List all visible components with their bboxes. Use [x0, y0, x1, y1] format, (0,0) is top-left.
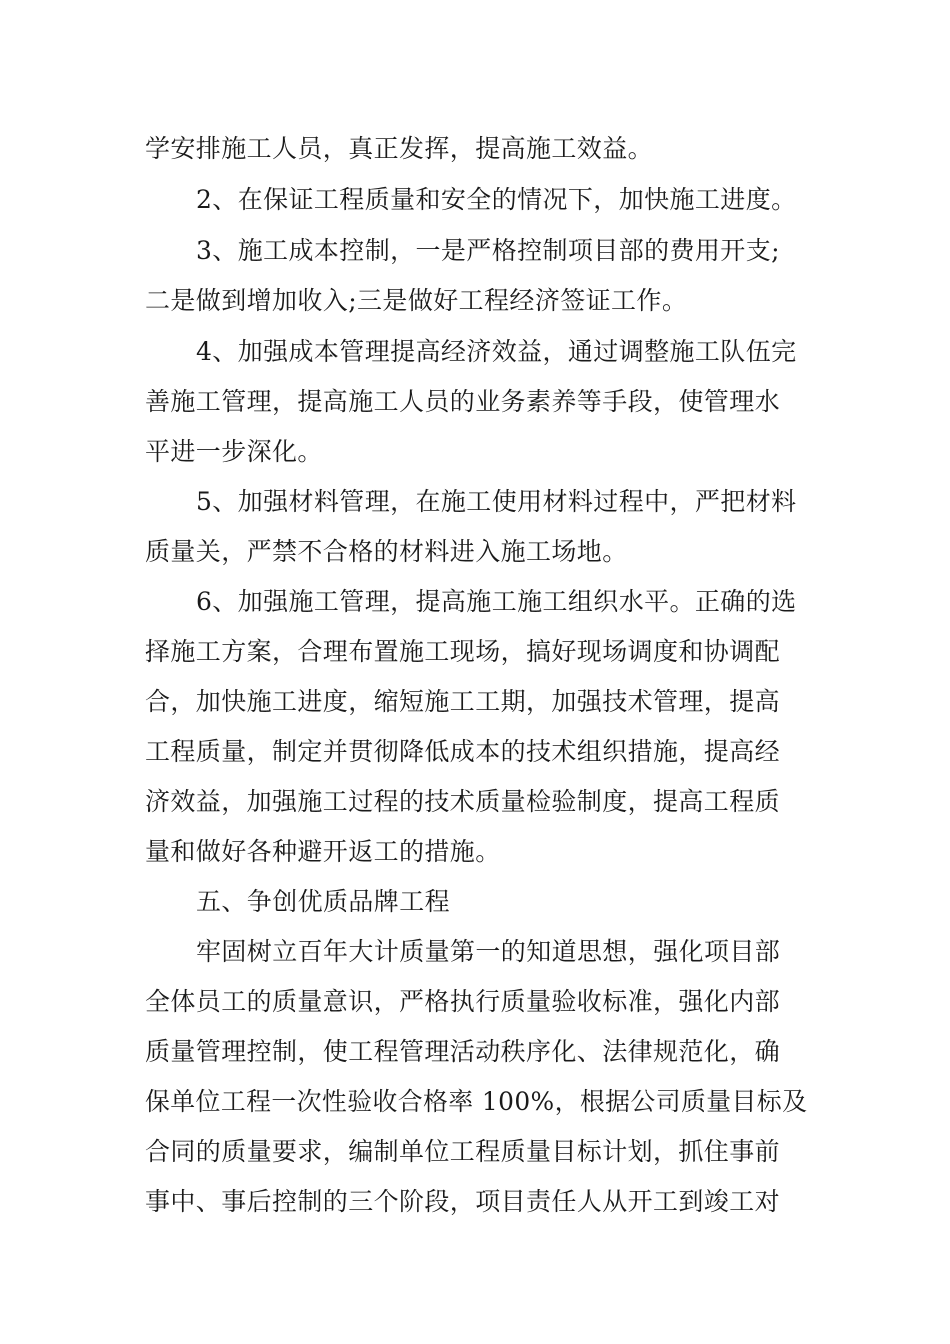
text-line: 工程质量，制定并贯彻降低成本的技术组织措施，提高经: [145, 737, 781, 766]
text-line: 全体员工的质量意识，严格执行质量验收标准，强化内部: [145, 987, 781, 1016]
text-line: 6、加强施工管理，提高施工施工组织水平。正确的选: [196, 587, 797, 616]
text-line: 择施工方案，合理布置施工现场，搞好现场调度和协调配: [145, 637, 781, 666]
text-line: 合同的质量要求，编制单位工程质量目标计划，抓住事前: [145, 1137, 781, 1166]
text-line: 质量管理控制，使工程管理活动秩序化、法律规范化，确: [145, 1037, 781, 1066]
text-line: 4、加强成本管理提高经济效益，通过调整施工队伍完: [196, 337, 797, 366]
text-line: 事中、事后控制的三个阶段，项目责任人从开工到竣工对: [145, 1187, 781, 1216]
text-line: 合，加快施工进度，缩短施工工期，加强技术管理，提高: [145, 687, 781, 716]
text-line: 济效益，加强施工过程的技术质量检验制度，提高工程质: [145, 787, 781, 816]
text-line: 5、加强材料管理，在施工使用材料过程中，严把材料: [196, 487, 797, 516]
text-line: 保单位工程一次性验收合格率 100%，根据公司质量目标及: [145, 1087, 808, 1116]
text-line: 学安排施工人员，真正发挥，提高施工效益。: [145, 134, 654, 163]
text-line: 牢固树立百年大计质量第一的知道思想，强化项目部: [196, 937, 781, 966]
text-line: 2、在保证工程质量和安全的情况下，加快施工进度。: [196, 185, 797, 214]
text-line: 质量关，严禁不合格的材料进入施工场地。: [145, 537, 628, 566]
text-line: 量和做好各种避开返工的措施。: [145, 837, 501, 866]
section-heading: 五、争创优质品牌工程: [196, 887, 451, 916]
text-line: 善施工管理，提高施工人员的业务素养等手段，使管理水: [145, 387, 781, 416]
text-line: 平进一步深化。: [145, 437, 323, 466]
text-line: 二是做到增加收入;三是做好工程经济签证工作。: [145, 286, 688, 315]
text-line: 3、施工成本控制，一是严格控制项目部的费用开支;: [196, 236, 780, 265]
